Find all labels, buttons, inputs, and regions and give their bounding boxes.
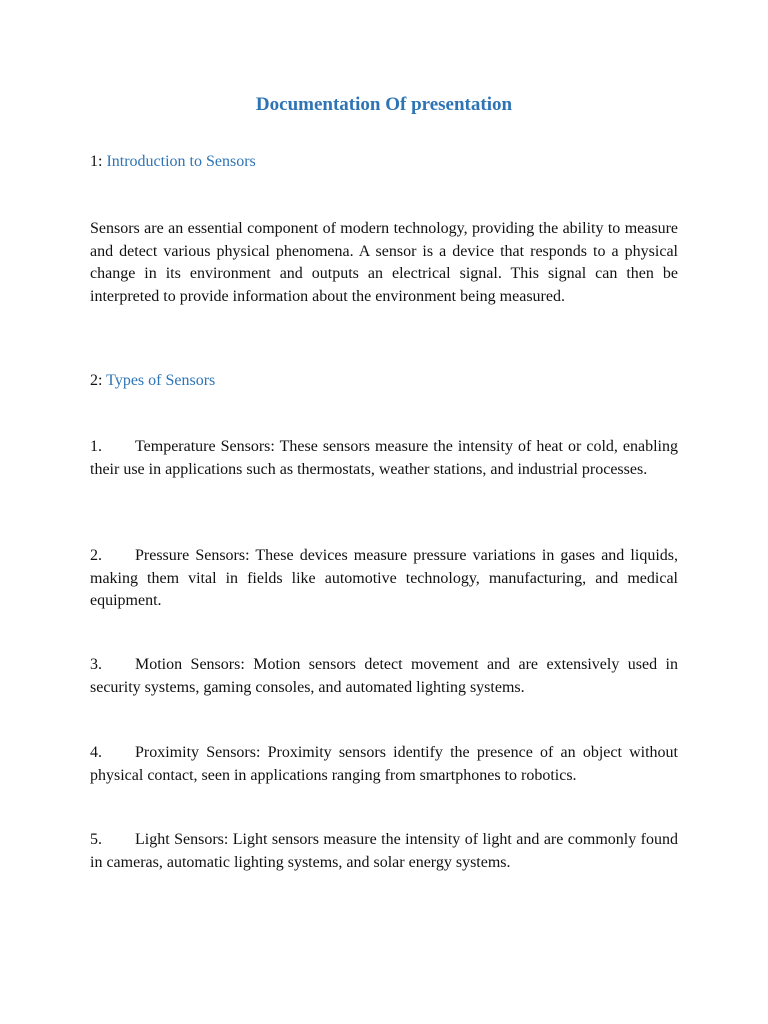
section-number: 1: [90, 153, 107, 170]
list-item-temperature-sensors [90, 436, 678, 481]
list-item-motion-sensors [90, 654, 678, 699]
list-item-number: 4. [90, 744, 102, 761]
section-heading-introduction [90, 151, 256, 173]
list-item-number: 2. [90, 547, 102, 564]
list-item-proximity-sensors [90, 742, 678, 787]
list-item-text: Light Sensors: Light sensors measure the intensity of light and are commonly found in cameras, automatic lighting systems, and solar energy systems. [90, 831, 678, 871]
list-item-number: 5. [90, 831, 102, 848]
list-item-number: 3. [90, 656, 102, 673]
section-number: 2: [90, 372, 107, 389]
list-item-text: Temperature Sensors: These sensors measure the intensity of heat or cold, enabling their use in applications such as thermostats, weather stations, and industrial processes. [90, 438, 678, 478]
list-item-number: 1. [90, 438, 102, 455]
list-item-pressure-sensors [90, 545, 678, 613]
list-item-light-sensors [90, 829, 678, 874]
section-title: Types of Sensors [106, 372, 216, 389]
introduction-paragraph: Sensors are an essential component of modern technology, providing the ability to measure and detect various physical phenomena. A sensor is a device that responds to a physical change in its environment and outputs an electrical signal. This signal can then be interpreted to provide information about the environment being measured. [90, 220, 678, 306]
list-item-text: Proximity Sensors: Proximity sensors identify the presence of an object without physical contact, seen in applications ranging from smartphones to robotics. [90, 744, 678, 784]
section-title: Introduction to Sensors [106, 153, 256, 170]
document-title: Documentation Of presentation [255, 94, 513, 115]
section-heading-types [90, 370, 215, 392]
list-item-text: Motion Sensors: Motion sensors detect movement and are extensively used in security systems, gaming consoles, and automated lighting systems. [90, 656, 678, 696]
list-item-text: Pressure Sensors: These devices measure pressure variations in gases and liquids, making them vital in fields like automotive technology, manufacturing, and medical equipment. [90, 547, 678, 610]
